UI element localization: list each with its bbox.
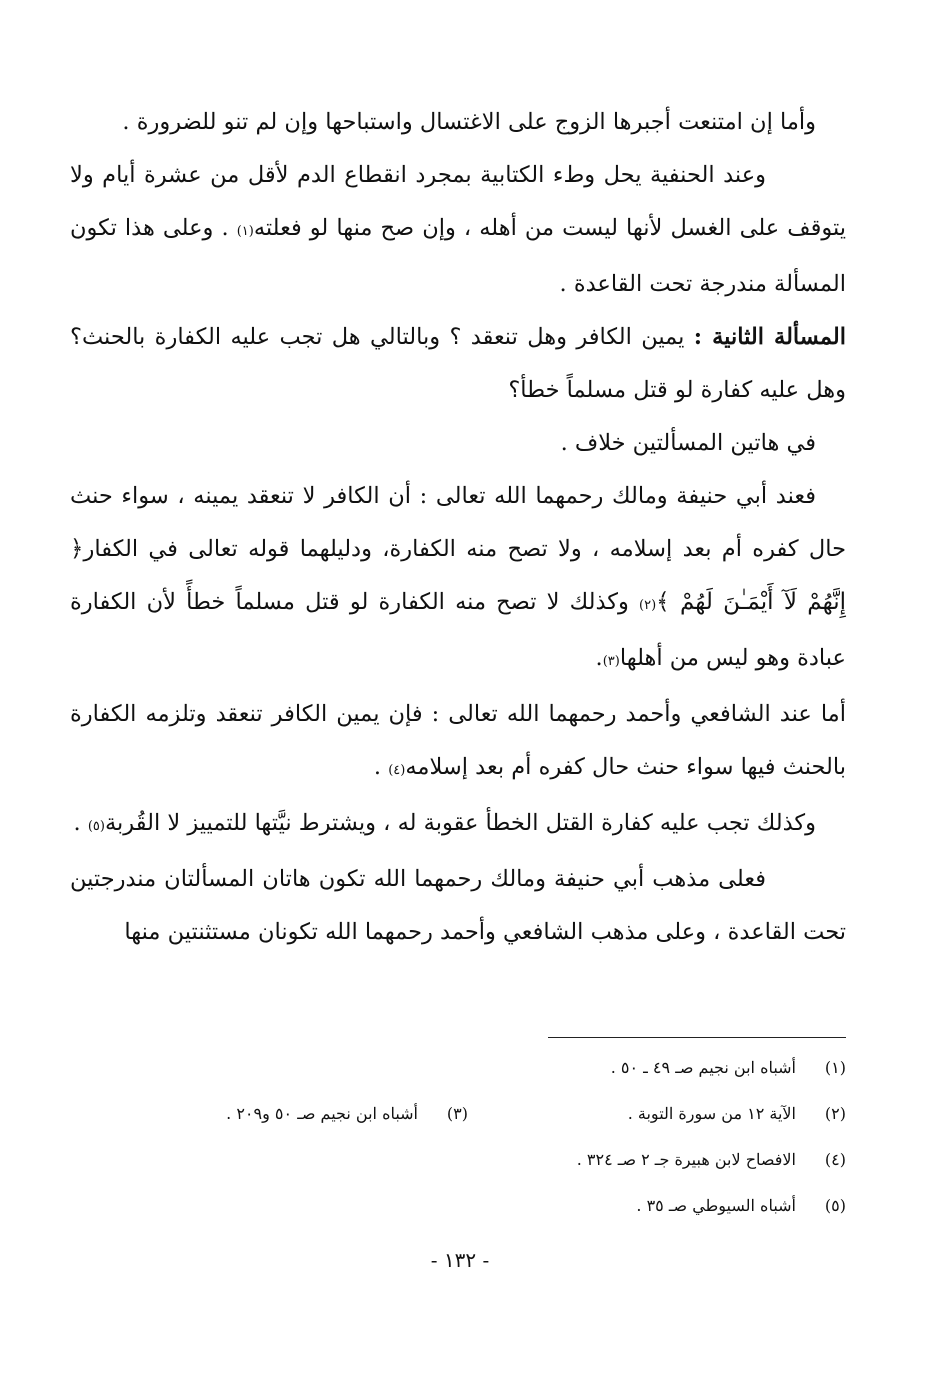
paragraph-6 (70, 688, 846, 797)
main-text (70, 96, 846, 959)
paragraph-2 (70, 149, 846, 311)
footnote-ref-3: (٣) (602, 654, 620, 669)
footnote-number: (٥) (824, 1196, 846, 1215)
paragraph-2-tail: . وعلى هذا تكون المسألة مندرجة تحت القاعدة . (70, 215, 846, 297)
footnote-number: (١) (824, 1058, 846, 1077)
paragraph-6-text: أما عند الشافعي وأحمد رحمهما الله تعالى : فإن يمين الكافر تنعقد وتلزمه الكفارة بالحنث فيها سواء حنث حال كفره أم بعد إسلامه (70, 701, 846, 780)
footnote-1 (466, 1058, 846, 1077)
footnote-row (90, 1058, 846, 1104)
page-number: - ١٣٢ - (430, 1248, 490, 1272)
paragraph-7 (70, 797, 846, 853)
footnote-divider (548, 1037, 846, 1038)
paragraph-1-text: وأما إن امتنعت أجبرها الزوج على الاغتسال واستباحها وإن لم تنو للضرورة . (122, 109, 816, 135)
footnote-number: (٢) (824, 1104, 846, 1123)
paragraph-7-end: . (73, 810, 88, 836)
footnote-2 (468, 1104, 846, 1123)
footnote-text: الآية ١٢ من سورة التوبة . (627, 1104, 796, 1123)
paragraph-8 (70, 853, 846, 959)
footnote-5 (466, 1196, 846, 1215)
footnote-number: (٤) (824, 1150, 846, 1169)
paragraph-6-end: . (373, 754, 389, 780)
paragraph-5-mid: وكذلك لا تصح منه الكفارة لو قتل مسلماً خطأً لأن الكفارة عبادة وهو ليس من أهلها (70, 589, 846, 671)
paragraph-8-text: فعلى مذهب أبي حنيفة ومالك رحمهما الله تكون هاتان المسألتان مندرجتين تحت القاعدة ، وعلى مذهب الشافعي وأحمد رحمهما الله تكونان مستثنتين منها (70, 866, 846, 945)
paragraph-4-text: في هاتين المسألتين خلاف . (560, 430, 816, 456)
issue-heading: المسألة الثانية : (693, 324, 846, 350)
footnotes (90, 1058, 846, 1242)
footnote-row (90, 1150, 846, 1196)
paragraph-3 (70, 311, 846, 417)
paragraph-5-end: . (595, 645, 603, 671)
footnote-ref-5: (٥) (87, 819, 105, 834)
footnote-row (90, 1196, 846, 1242)
paragraph-2-text: وعند الحنفية يحل وطء الكتابية بمجرد انقطاع الدم لأقل من عشرة أيام ولا يتوقف على الغسل لأنها ليست من أهله ، وإن صح منها لو فعلته (70, 162, 846, 241)
footnote-ref-4: (٤) (388, 763, 406, 778)
footnote-row (90, 1104, 846, 1150)
quran-verse: ﴿ إِنَّهُمْ لَآ أَيْمَـٰنَ لَهُمْ ﴾ (70, 536, 846, 615)
paragraph-7-text: وكذلك تجب عليه كفارة القتل الخطأ عقوبة له ، ويشترط نيَّتها للتمييز لا القُربة (104, 810, 816, 836)
paragraph-4 (70, 417, 846, 470)
footnote-ref-2: (٢) (639, 598, 657, 613)
footnote-4 (466, 1150, 846, 1169)
footnote-number: (٣) (446, 1104, 468, 1123)
footnote-3 (90, 1104, 468, 1123)
footnote-text: أشباه السيوطي صـ ٣٥ . (636, 1196, 796, 1215)
paragraph-5 (70, 470, 846, 688)
paragraph-3-text: يمين الكافر وهل تنعقد ؟ وبالتالي هل تجب عليه الكفارة بالحنث؟ وهل عليه كفارة لو قتل مسلماً خطأ؟ (70, 324, 846, 403)
footnote-ref-1: (١) (236, 224, 254, 239)
paragraph-5-text: فعند أبي حنيفة ومالك رحمهما الله تعالى : أن الكافر لا تنعقد يمينه ، سواء حنث حال كفره أم بعد إسلامه ، ولا تصح منه الكفارة، ودليلهما قوله تعالى في الكفار (70, 483, 846, 562)
footnote-text: أشباه ابن نجيم صـ ٤٩ ـ ٥٠ . (610, 1058, 796, 1077)
footnote-text: الافصاح لابن هبيرة جـ ٢ صـ ٣٢٤ . (576, 1150, 796, 1169)
footnote-text: أشباه ابن نجيم صـ ٥٠ و٢٠٩ . (226, 1104, 418, 1123)
paragraph-1 (70, 96, 846, 149)
